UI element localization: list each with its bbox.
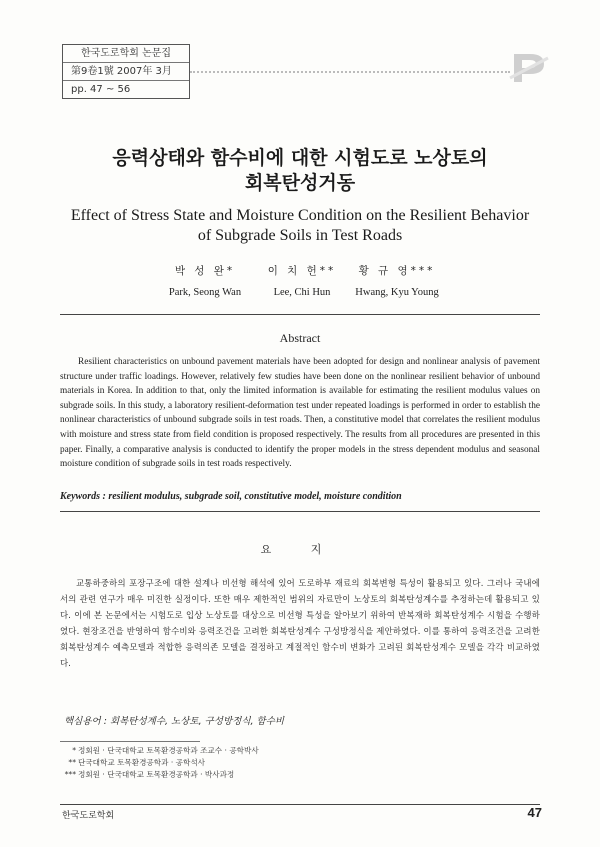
korean-abstract-heading: 요 지 [260, 543, 340, 556]
footer-rule [60, 804, 540, 805]
title-korean-line1: 응력상태와 함수비에 대한 시험도로 노상토의 [112, 147, 488, 169]
author1-english: Park, Seong Wan [168, 287, 242, 298]
footnote-3-mark: *** [64, 770, 76, 779]
footnote-1 [60, 745, 360, 757]
abstract-top-rule [60, 314, 540, 315]
journal-issue: 第9卷1號 2007年 3月 [63, 63, 189, 81]
korean-abstract-paragraph: 교통하중하의 포장구조에 대한 설계나 비선형 해석에 있어 도로하부 재료의 회복변형 특성이 활용되고 있다. 그러나 국내에서의 관련 연구가 매우 미진한 실정이다. 또한 매우 제한적인 범위의 자료만이 노상토의 회복탄성계수를 추정하는데 활용되고 있다. 이에 본 논문에서는 시험도로 입상 노상토를 대상으로 비선형 특성을 알아보기 위하여 반복재하 회복탄성계수 시험을 수행하였다. 현장조건을 반영하여 함수비와 응력조건을 고려한 회복탄성계수 구성방정식을 제안하였다. 이를 통하여 응력조건을 고려한 회복탄성계수 예측모델과 적합한 응력의존 모델을 결정하고 계절적인 함수비 변화가 고려된 회복탄성계수 모델을 각각 비교하였다. [60, 578, 540, 668]
footer-society-name: 한국도로학회 [62, 811, 115, 821]
author1-korean: 박 성 완* [174, 265, 236, 277]
keywords-korean: 핵심용어 : 회복탄성계수, 노상토, 구성방정식, 함수비 [64, 716, 285, 727]
footnote-3 [60, 769, 360, 781]
footnote-2 [60, 757, 360, 769]
footnote-rule [60, 741, 200, 742]
author3-english: Hwang, Kyu Young [355, 287, 439, 298]
page-number: 47 [527, 805, 542, 820]
footnote-2-text: 단국대학교 토목환경공학과 · 공학석사 [78, 758, 206, 767]
footnote-3-text: 정회원 · 단국대학교 토목환경공학과 · 박사과정 [78, 770, 235, 779]
header-dotted-line [190, 71, 510, 73]
keywords-english: Keywords : resilient modulus, subgrade soil, constitutive model, moisture condition [60, 491, 402, 502]
title-english-line2: of Subgrade Soils in Test Roads [197, 227, 403, 244]
title-korean-line2: 회복탄성거동 [244, 172, 356, 194]
journal-logo-icon [508, 48, 550, 86]
author2-english: Lee, Chi Hun [273, 287, 331, 298]
keywords-rule [60, 511, 540, 512]
footnote-2-mark: ** [68, 758, 76, 767]
journal-pages: pp. 47 ~ 56 [71, 84, 131, 95]
abstract-paragraph: Resilient characteristics on unbound pavement materials have been adopted for design and nonlinear analysis of pavement structure under traffic loadings. However, relatively few studies have been done on the nonlinear resilient behavior of unbound materials in Korea. In addition to that, only the limited information is available for estimating the resilient modulus values on subgrade soils. In this study, a laboratory resilient-deformation test under repeated loadings is performed in order to establish the nonlinear characteristics of unbound subgrade soils in test roads. Then, a constitutive model that correlates the resilient modulus with moisture and stress state from field condition is proposed respectively. The results from all procedures are presented in this paper. Finally, a comparative analysis is conducted to identify the proper models in the stress dependent modulus and seasonal moisture condition of subgrade soils in test roads respectively. [60, 357, 540, 470]
journal-name: 한국도로학회 논문집 [63, 45, 189, 63]
footnote-1-mark: * [72, 746, 76, 755]
title-english-line1: Effect of Stress State and Moisture Condition on the Resilient Behavior [70, 207, 530, 224]
abstract-heading: Abstract [279, 331, 321, 345]
author2-korean: 이 치 헌** [267, 265, 337, 277]
journal-info-box [62, 44, 190, 99]
footnote-1-text: 정회원 · 단국대학교 토목환경공학과 조교수 · 공학박사 [78, 746, 259, 755]
author3-korean: 황 규 영*** [358, 265, 436, 277]
